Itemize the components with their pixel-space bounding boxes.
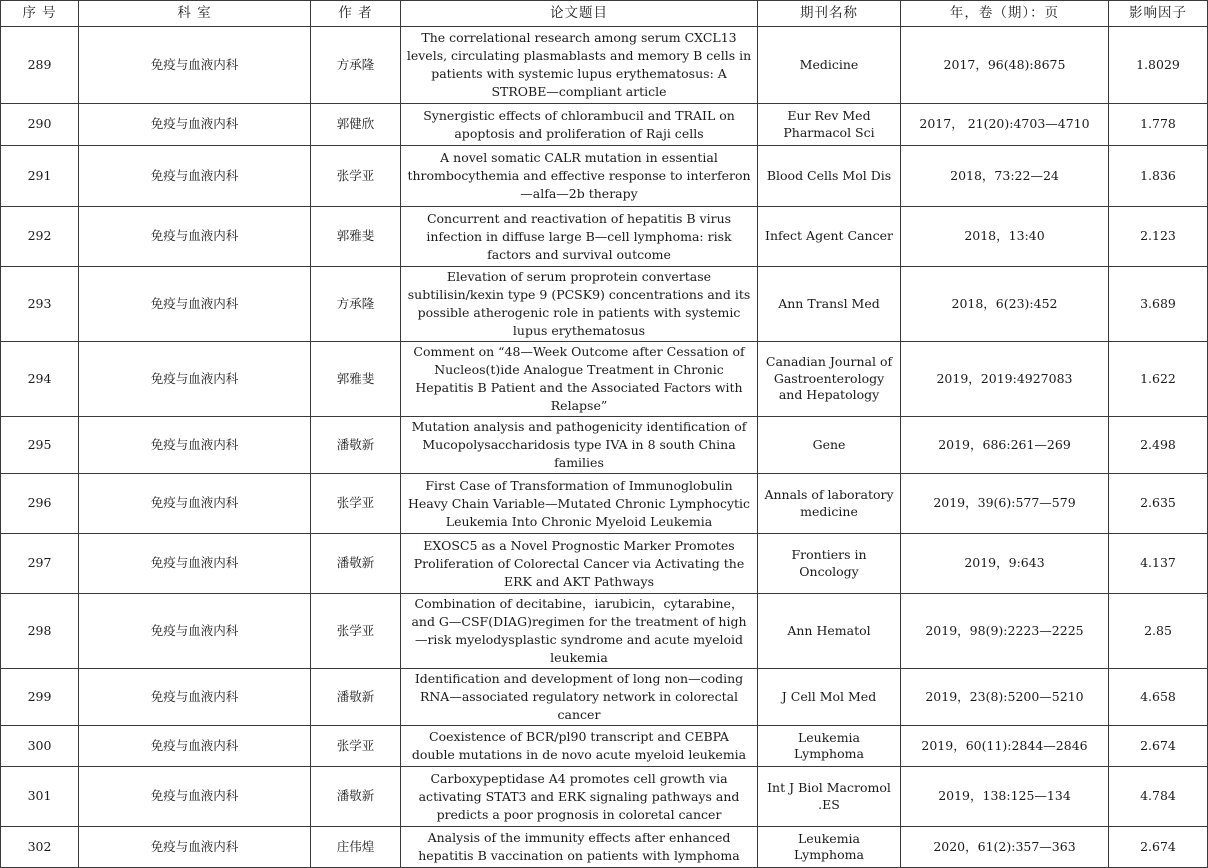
cell-author: 张学亚 [311,726,401,767]
cell-department: 免疫与血液内科 [79,104,311,146]
table-row [1,104,1208,146]
cell-department: 免疫与血液内科 [79,534,311,594]
cell-journal: Infect Agent Cancer [758,207,901,267]
cell-department: 免疫与血液内科 [79,669,311,726]
table-row [1,417,1208,474]
header-title: 论文题目 [401,1,758,27]
cell-citation: 2020，61(2):357—363 [901,827,1109,868]
table-row [1,767,1208,827]
table-row [1,342,1208,417]
cell-department: 免疫与血液内科 [79,474,311,534]
table-row [1,27,1208,104]
cell-author: 潘敬新 [311,417,401,474]
cell-no: 295 [1,417,79,474]
table-row [1,207,1208,267]
cell-citation: 2019，39(6):577—579 [901,474,1109,534]
cell-journal: Eur Rev Med Pharmacol Sci [758,104,901,146]
table-row [1,146,1208,207]
cell-department: 免疫与血液内科 [79,726,311,767]
cell-author: 庄伟煌 [311,827,401,868]
cell-title: Carboxypeptidase A4 promotes cell growth via activating STAT3 and ERK signaling pathways and predicts a poor prognosis in coloretal cancer [401,767,758,827]
table-row [1,534,1208,594]
cell-title: Analysis of the immunity effects after enhanced hepatitis B vaccination on patients with lymphoma [401,827,758,868]
cell-no: 293 [1,267,79,342]
cell-title: A novel somatic CALR mutation in essential thrombocythemia and effective response to interferon—alfa—2b therapy [401,146,758,207]
cell-journal: Frontiers in Oncology [758,534,901,594]
table-row [1,827,1208,868]
header-impact-factor: 影响因子 [1109,1,1208,27]
cell-citation: 2018，13:40 [901,207,1109,267]
cell-author: 张学亚 [311,474,401,534]
cell-department: 免疫与血液内科 [79,267,311,342]
cell-title: Combination of decitabine，iarubicin，cytarabine，and G—CSF(DIAG)regimen for the treatment of high—risk myelodysplastic syndrome and acute myeloid leukemia [401,594,758,669]
cell-impact-factor: 2.674 [1109,827,1208,868]
cell-title: First Case of Transformation of Immunoglobulin Heavy Chain Variable—Mutated Chronic Lymphocytic Leukemia Into Chronic Myeloid Leukemia [401,474,758,534]
cell-department: 免疫与血液内科 [79,594,311,669]
cell-citation: 2019，2019:4927083 [901,342,1109,417]
table-row [1,267,1208,342]
cell-department: 免疫与血液内科 [79,27,311,104]
cell-impact-factor: 2.635 [1109,474,1208,534]
cell-impact-factor: 2.674 [1109,726,1208,767]
cell-title: Synergistic effects of chlorambucil and TRAIL on apoptosis and proliferation of Raji cells [401,104,758,146]
cell-journal: Canadian Journal of Gastroenterology and Hepatology [758,342,901,417]
table-body [1,27,1208,868]
cell-impact-factor: 1.778 [1109,104,1208,146]
cell-no: 294 [1,342,79,417]
cell-title: Mutation analysis and pathogenicity identification of Mucopolysaccharidosis type IVA in 8 south China families [401,417,758,474]
header-author: 作 者 [311,1,401,27]
cell-author: 方承隆 [311,27,401,104]
header-citation: 年，卷（期）：页 [901,1,1109,27]
cell-journal: Blood Cells Mol Dis [758,146,901,207]
cell-no: 298 [1,594,79,669]
header-row [1,1,1208,27]
cell-journal: Leukemia Lymphoma [758,827,901,868]
cell-impact-factor: 3.689 [1109,267,1208,342]
cell-citation: 2017，96(48):8675 [901,27,1109,104]
cell-impact-factor: 2.85 [1109,594,1208,669]
cell-citation: 2019，9:643 [901,534,1109,594]
cell-no: 297 [1,534,79,594]
cell-no: 292 [1,207,79,267]
table-row [1,474,1208,534]
cell-journal: Annals of laboratory medicine [758,474,901,534]
cell-impact-factor: 4.658 [1109,669,1208,726]
cell-author: 郭健欣 [311,104,401,146]
cell-department: 免疫与血液内科 [79,767,311,827]
cell-journal: Medicine [758,27,901,104]
cell-impact-factor: 2.123 [1109,207,1208,267]
cell-impact-factor: 1.8029 [1109,27,1208,104]
table-row [1,669,1208,726]
cell-no: 302 [1,827,79,868]
cell-department: 免疫与血液内科 [79,827,311,868]
cell-title: Elevation of serum proprotein convertase subtilisin/kexin type 9 (PCSK9) concentrations and its possible atherogenic role in patients with systemic lupus erythematosus [401,267,758,342]
cell-journal: J Cell Mol Med [758,669,901,726]
cell-no: 289 [1,27,79,104]
cell-department: 免疫与血液内科 [79,342,311,417]
cell-department: 免疫与血液内科 [79,207,311,267]
cell-no: 300 [1,726,79,767]
cell-author: 张学亚 [311,146,401,207]
cell-author: 潘敬新 [311,767,401,827]
cell-no: 291 [1,146,79,207]
cell-citation: 2019，138:125—134 [901,767,1109,827]
cell-department: 免疫与血液内科 [79,417,311,474]
header-no: 序 号 [1,1,79,27]
cell-title: The correlational research among serum CXCL13 levels, circulating plasmablasts and memory B cells in patients with systemic lupus erythematosus: A STROBE—compliant article [401,27,758,104]
cell-department: 免疫与血液内科 [79,146,311,207]
table-row [1,726,1208,767]
table-row [1,594,1208,669]
cell-impact-factor: 4.784 [1109,767,1208,827]
cell-title: Identification and development of long non—coding RNA—associated regulatory network in colorectal cancer [401,669,758,726]
cell-author: 潘敬新 [311,669,401,726]
cell-journal: Ann Transl Med [758,267,901,342]
cell-citation: 2019，686:261—269 [901,417,1109,474]
cell-author: 张学亚 [311,594,401,669]
cell-author: 郭雅斐 [311,207,401,267]
cell-citation: 2017， 21(20):4703—4710 [901,104,1109,146]
cell-title: EXOSC5 as a Novel Prognostic Marker Promotes Proliferation of Colorectal Cancer via Activating the ERK and AKT Pathways [401,534,758,594]
cell-author: 郭雅斐 [311,342,401,417]
cell-no: 301 [1,767,79,827]
cell-impact-factor: 4.137 [1109,534,1208,594]
cell-citation: 2019，60(11):2844—2846 [901,726,1109,767]
header-department: 科 室 [79,1,311,27]
cell-journal: Leukemia Lymphoma [758,726,901,767]
cell-author: 方承隆 [311,267,401,342]
cell-no: 290 [1,104,79,146]
cell-impact-factor: 1.836 [1109,146,1208,207]
cell-title: Coexistence of BCR/pl90 transcript and CEBPA double mutations in de novo acute myeloid leukemia [401,726,758,767]
cell-journal: Int J Biol Macromol .ES [758,767,901,827]
cell-impact-factor: 2.498 [1109,417,1208,474]
cell-citation: 2018，73:22—24 [901,146,1109,207]
cell-citation: 2018，6(23):452 [901,267,1109,342]
cell-author: 潘敬新 [311,534,401,594]
header-journal: 期刊名称 [758,1,901,27]
cell-title: Concurrent and reactivation of hepatitis B virus infection in diffuse large B—cell lymphoma: risk factors and survival outcome [401,207,758,267]
cell-citation: 2019，23(8):5200—5210 [901,669,1109,726]
cell-no: 296 [1,474,79,534]
cell-citation: 2019，98(9):2223—2225 [901,594,1109,669]
cell-title: Comment on “48—Week Outcome after Cessation of Nucleos(t)ide Analogue Treatment in Chronic Hepatitis B Patient and the Associated Factors with Relapse” [401,342,758,417]
cell-no: 299 [1,669,79,726]
cell-impact-factor: 1.622 [1109,342,1208,417]
cell-journal: Ann Hematol [758,594,901,669]
cell-journal: Gene [758,417,901,474]
